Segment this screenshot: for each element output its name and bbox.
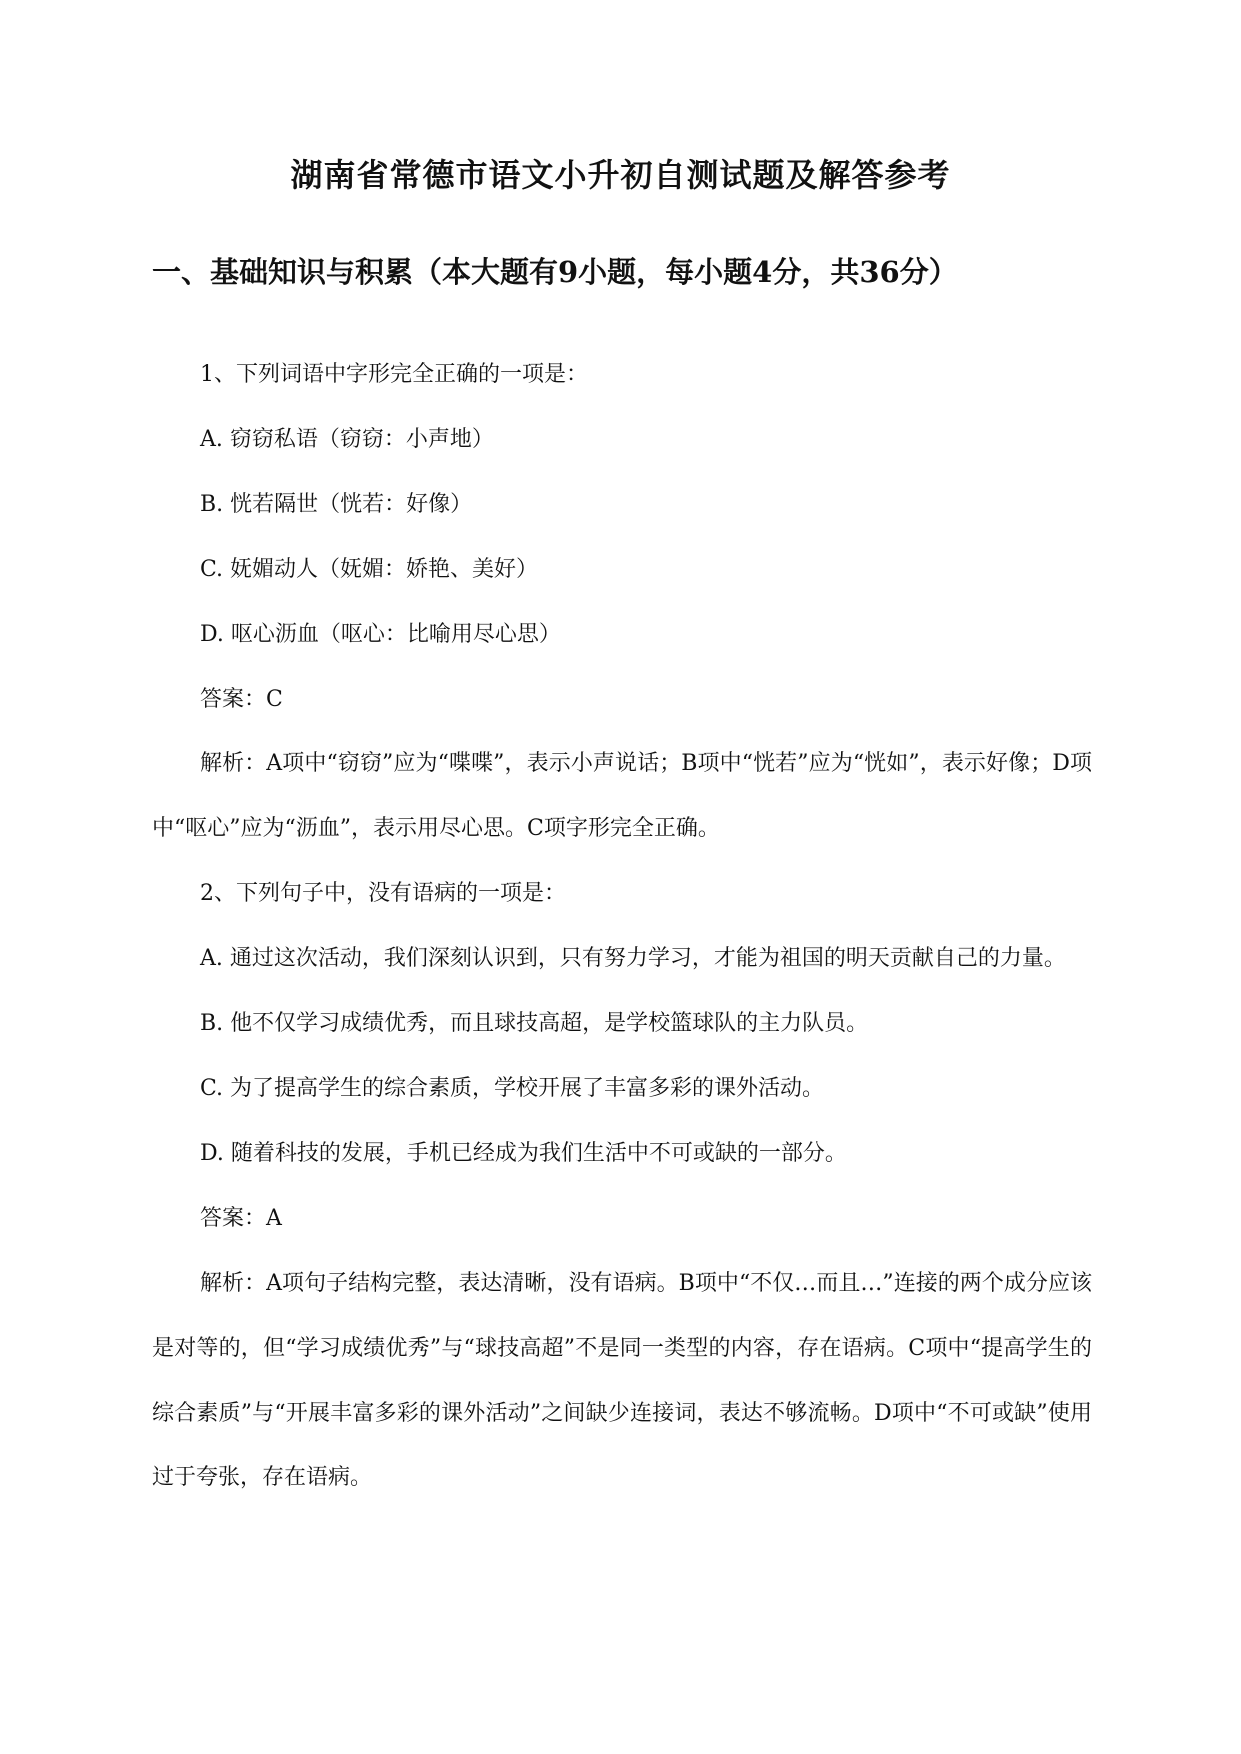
- question-1-option-c: C. 妩媚动人（妩媚：娇艳、美好）: [200, 556, 539, 582]
- question-1-option-b: B. 恍若隔世（恍若：好像）: [200, 491, 473, 517]
- question-2-option-a: A. 通过这次活动，我们深刻认识到，只有努力学习，才能为祖国的明天贡献自己的力量。: [200, 946, 1066, 972]
- question-2-stem: 2、下列句子中，没有语病的一项是：: [200, 881, 566, 907]
- question-2-analysis: 解析：A项句子结构完整，表达清晰，没有语病。B项中“不仅…而且…”连接的两个成分应该是对等的，但“学习成绩优秀”与“球技高超”不是同一类型的内容，存在语病。C项中“提高学生的综合素质”与“开展丰富多彩的课外活动”之间缺少连接词，表达不够流畅。D项中“不可或缺”使用过于夸张，存在语病。: [152, 1270, 1092, 1491]
- question-2-option-c: C. 为了提高学生的综合素质，学校开展了丰富多彩的课外活动。: [200, 1075, 825, 1101]
- question-1-stem: 1、下列词语中字形完全正确的一项是：: [200, 362, 588, 387]
- question-2-option-d: D. 随着科技的发展，手机已经成为我们生活中不可或缺的一部分。: [200, 1140, 847, 1166]
- question-1-analysis: 解析：A项中“窃窃”应为“喋喋”，表示小声说话；B项中“恍若”应为“恍如”，表示好像；D项中“呕心”应为“沥血”，表示用尽心思。C项字形完全正确。: [152, 751, 1092, 842]
- question-1-answer: 答案：C: [200, 686, 283, 712]
- question-2-option-b: B. 他不仅学习成绩优秀，而且球技高超，是学校篮球队的主力队员。: [200, 1011, 869, 1037]
- question-1-option-d: D. 呕心沥血（呕心：比喻用尽心思）: [200, 621, 561, 647]
- document-body: [152, 343, 1092, 1511]
- section-heading: 一、基础知识与积累（本大题有9小题，每小题4分，共36分）: [152, 255, 958, 289]
- question-1-option-a: A. 窃窃私语（窃窃：小声地）: [200, 426, 494, 452]
- question-2-answer: 答案：A: [200, 1205, 282, 1231]
- document-title: 湖南省常德市语文小升初自测试题及解答参考: [290, 156, 951, 194]
